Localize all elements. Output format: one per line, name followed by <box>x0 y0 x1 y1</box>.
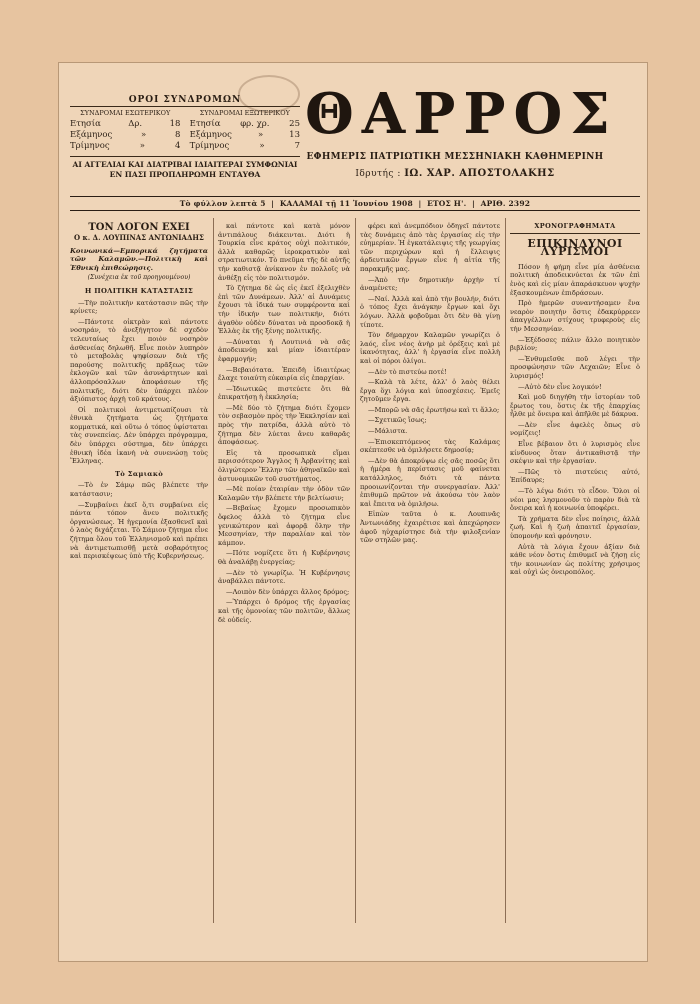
paragraph: —Τὸ λέγω διότι τὸ εἶδον. Ὅλοι οἱ νέοι μας λησμονοῦν τὸ παρὸν διὰ τὰ ὄνειρα καὶ ἡ κοινωνία ὑποφέρει. <box>510 487 640 513</box>
column-rule <box>213 218 214 923</box>
paragraph: —Τὸ ἐν Σάμῳ πῶς βλέπετε τὴν κατάστασιν; <box>70 481 208 499</box>
paragraph: Πρὸ ἡμερῶν συναντήσαμεν ἕνα νεαρὸν ποιητὴν ὅστις ἐδακρύρρεεν ἀπαγγέλλων στίχους τρυφεροὺς εἰς τὴν Μεσσηνίαν. <box>510 299 640 333</box>
paragraph: —Μάλιστα. <box>368 427 408 436</box>
founder-name: ΙΩ. ΧΑΡ. ΑΠΟΣΤΟΛΑΚΗΣ <box>404 168 555 179</box>
paragraph: Αὐτὰ τὰ λόγια ἔχουν ἀξίαν διὰ κάθε νέον ὅστις ἐπιθυμεῖ νὰ ζήσῃ εἰς τὴν κοινωνίαν ὡς πολίτης χρήσιμος καὶ οὐχὶ ὡς ὀνειροπόλος. <box>510 542 640 577</box>
paragraph: φέρει καὶ ἀνεμπόδιον ὁδηγεῖ πάντοτε τὰς δυνάμεις ἀπὸ τὰς ἐργασίας εἰς τὴν εὐημερίαν. Ἡ ἐγκατάλειψις τῆς γεωργίας τῶν περιχώρων καὶ ἡ ἔλλειψις ἀρδευτικῶν ἔργων εἶνε ἡ αἰτία τῆς παρακμῆς μας. <box>360 222 500 273</box>
chronicle-title: ΕΠΙΚΙΝΔΥΝΟΙ ΛΥΡΙΣΜΟΙ <box>527 236 623 259</box>
subscription-title: ΟΡΟΙ ΣΥΝΔΡΟΜΩΝ <box>70 95 300 107</box>
newspaper-title: ΘΑΡΡΟΣ <box>305 81 618 147</box>
paragraph: Εἰπὼν ταῦτα ὁ κ. Λουπινᾶς Ἀντωνιάδης ἐχαιρέτισε καὶ ἀπεχώρησεν ἀφοῦ ηὐχαρίστησε διὰ τὴν φιλοξενίαν τῶν στηλῶν μας. <box>360 510 500 545</box>
section-title: Η ΠΟΛΙΤΙΚΗ ΚΑΤΑΣΤΑΣΙΣ <box>84 286 194 295</box>
paragraph: Τὰ χρήματα δὲν εἶνε ποίησις, ἀλλὰ ζωή. Καὶ ἡ ζωὴ ἀπαιτεῖ ἐργασίαν, ὑπομονὴν καὶ φρόνησιν. <box>510 514 640 540</box>
rate-row: Τρίμηνος » 7 <box>189 140 300 151</box>
founder-label: Ιδρυτής : <box>355 169 401 179</box>
paragraph: —Αὐτὸ δὲν εἶνε λογικόν! <box>518 382 602 391</box>
paragraph: Καὶ μοῦ διηγήθη τὴν ἱστορίαν τοῦ ἔρωτος του, ὅστις ἐκ τῆς ἐπαρχίας ἦλθε μὲ ὄνειρα καὶ ἀπῆλθε μὲ δάκρυα. <box>510 393 640 419</box>
prepay-notice: ΕΝ ΠΑΣΙ ΠΡΟΠΛΗΡΩΜΗ ΕΝΤΑΥΘΑ <box>109 169 261 179</box>
paragraph: —Ἀπὸ τὴν δημοτικὴν ἀρχὴν τί ἀναμένετε; <box>360 275 500 293</box>
paragraph: —Μπορῶ νὰ σᾶς ἐρωτήσω καὶ τι ἄλλο; <box>368 405 500 414</box>
column-1 <box>70 222 208 922</box>
paragraph: —Ἐξέδοσες πάλιν ἄλλο ποιητικὸν βιβλίον; <box>510 335 640 353</box>
column-2 <box>218 222 350 922</box>
place-date: ΚΑΛΑΜΑΙ τῇ 11 Ἰουνίου 1908 <box>279 199 413 208</box>
paragraph: —Δύναται ἡ Λουτινιά νὰ σᾶς ἀποδεικνύῃ καὶ μίαν ἰδιαιτέραν ἐφαρμογήν; <box>218 337 350 363</box>
paragraph: Τὸν δήμαρχον Καλαμῶν γνωρίζει ὁ λαός, εἶνε νέος ἀνὴρ μὲ ὀρέξεις καὶ μὲ ἱκανότητας, ἀλλ' ἡ ἐργασία εἶνε πολλὴ καὶ οἱ πόροι ὀλίγοι. <box>360 331 500 365</box>
column-rule <box>355 218 356 923</box>
paragraph: —Συμβαίνει ἐκεῖ ὅ,τι συμβαίνει εἰς πάντα τόπον ἄνευ πολιτικῆς ὀργανώσεως. Ἡ ἡγεμονία ἐξασθενεῖ καὶ ὁ λαὸς διχάζεται. Τὸ Σάμιον ζήτημα εἶνε ζήτημα ὅλου τοῦ Ἑλληνισμοῦ καὶ πρέπει νὰ ἀντιμετωπισθῇ μετὰ σοβαρότητος καὶ περισκέψεως ὑπὸ τῆς Κυβερνήσεως. <box>70 500 208 561</box>
paragraph: —Ὑπάρχει ὁ δρόμος τῆς ἐργασίας καὶ τῆς ὁμονοίας τῶν πολιτῶν, ἄλλως δὲ οὐδείς. <box>218 598 350 624</box>
paragraph: —Δὲν τὸ πιστεύω ποτέ! <box>368 367 447 376</box>
paragraph: —Δὲν θὰ ἀποκρύψω εἰς σᾶς ποσῶς ὅτι ἡ ἡμέρα ἡ περίστασις μοῦ φαίνεται κατάλληλος, διότι τὰ πάντα προοιωνίζονται τὴν συνεργασίαν. Ἀλλ' ἐπιθυμῶ πρῶτον νὰ ἀκούσω τὸν λαὸν καὶ ἔπειτα νὰ ὁμιλήσω. <box>360 456 500 508</box>
paragraph: —Ναί. Ἀλλὰ καὶ ἀπὸ τὴν βουλήν, διότι ὁ τόπος ἔχει ἀνάγκην ἔργων καὶ ὄχι λόγων. Ἀλλὰ φοβοῦμαι ὅτι δὲν θὰ γίνῃ τίποτε. <box>360 294 500 329</box>
subscription-box <box>70 95 300 179</box>
paragraph: —Πάντοτε οἰκτρὰν καὶ πάντοτε νοσηράν, τὸ ἀνεξήγητον δὲ σχεδὸν τελευταίως ἔχει ποιὸν νοσηρὸν ἀσθενείας δηλωθῆ. Εἶνε ποιὸν λυπηρὸν τὸ μεταβολὰς ψηφίσεων διὰ τῆς παρούσης πολιτικῆς πρᾶξεως τῶν ἐκλογῶν καὶ τῶν ἀσυνάρτητων καὶ ἀλλοπρόσαλλων ἀποφάσεων τῆς πολιτικῆς, διότι δὲν ὑπάρχει πλέον ἀξιόπιστος ἀρχὴ τοῦ κράτους. <box>70 317 208 404</box>
paragraph: —Μὲ δύο τὸ ζήτημα διότι ἔχομεν τὸν σεβασμὸν πρὸς τὴν Ἑκκλησίαν καὶ πρὸς τὴν πατρίδα, ἀλλὰ αὐτὸ τὸ ζήτημα δὲν λύεται ἄνευ καθαρᾶς ἀποφάσεως. <box>218 403 350 447</box>
newspaper-subtitle: ΕΦΗΜΕΡΙΣ ΠΑΤΡΙΩΤΙΚΗ ΜΕΣΣΗΝΙΑΚΗ ΚΑΘΗΜΕΡΙΝΗ <box>306 152 604 162</box>
paragraph: —Πότε νομίζετε ὅτι ἡ Κυβέρνησις θὰ ἀναλάβῃ ἐνεργείας; <box>218 549 350 566</box>
paragraph: —Μὲ ποίαν ἑταιρίαν τὴν ὁδὸν τῶν Καλαμῶν τὴν βλέπετε τὴν βελτίωσιν; <box>218 485 350 502</box>
paragraph: —Λοιπὸν δὲν ὑπάρχει ἄλλος δρόμος; <box>226 587 350 596</box>
paragraph: —Καλὰ τὰ λέτε, ἀλλ' ὁ λαὸς θέλει ἔργα ὅχι λόγια καὶ ὑποσχέσεις. Ἐμεῖς ζητοῦμεν ἔργα. <box>360 378 500 404</box>
section-header: ΧΡΟΝΟΓΡΑΦΗΜΑΤΑ <box>510 222 640 234</box>
interior-rates <box>70 109 180 151</box>
paragraph: Εἶνε βέβαιον ὅτι ὁ λυρισμὸς εἶνε κίνδυνος ὅταν ἀντικαθιστᾷ τὴν σκέψιν καὶ τὴν ἐργασίαν. <box>510 440 640 466</box>
rate-row: Τρίμηνος » 4 <box>70 140 181 151</box>
paragraph: Εἰς τὰ προσωπικὰ εἴμαι περισσότερον Ἄγγλος ἢ Ἀρβανίτης καὶ ὁλιγώτερον Ἕλλην τῶν ἀθηναϊκῶν καὶ ἀστυνομικῶν τοῦ συστήματος. <box>218 448 350 483</box>
paragraph: —Βεβαίως ἔχομεν προσωπικὸν ὄφελος ἀλλὰ τὸ ζήτημα εἶνε γενικώτερον καὶ ἀφορᾷ ὅλην τὴν Μεσσηνίαν, τὴν παραλίαν καὶ τὸν κάμπον. <box>218 504 350 547</box>
exterior-head: ΣΥΝΔΡΟΜΑΙ ΕΞΩΤΕΡΙΚΟΥ <box>199 109 290 118</box>
paragraph: —Δὲν τὸ γνωρίζω. Ἡ Κυβέρνησις ἀναβάλλει πάντοτε. <box>218 568 350 586</box>
article-kicker: Κοινωνικά—Εμπορικά ζητήματα τῶν Καλαμῶν.—Πολιτικὴ καὶ Ἐθνικὴ ἐπιθεώρησις. <box>70 246 208 272</box>
paragraph: Τὸ ζήτημα δὲ ὡς εἰς ἐκεῖ ἐξελιχθὲν ἐπὶ τῶν Δυνάμεων. Ἀλλ' αἱ Δυνάμεις ἔχουσι τὰ ἰδικά των συμφέροντα καὶ τὴν ἰδικήν των πολιτικήν, διότι ἀγαθὸν οὐδὲν δύναται νὰ προσδοκᾷ ἡ Ἑλλὰς ἐκ τῆς ξένης πολιτικῆς. <box>218 284 350 336</box>
paragraph: —Ἐνθυμεῖσθε ποῦ λέγει τὴν προσφώνησιν τῶν Λεχαιῶν; Εἶνε ὁ λυρισμός! <box>510 354 640 380</box>
paragraph: —Ἰδιωτικῶς πιστεύετε ὅτι θὰ ἐπικρατήσῃ ἡ ἐκκλησία; <box>218 384 350 402</box>
founder-line <box>305 168 605 179</box>
paragraph: —Σχετικῶς ἴσως; <box>368 416 427 425</box>
paragraph: —Τὴν πολιτικὴν κατάστασιν πῶς τὴν κρίνετε; <box>70 298 208 316</box>
exterior-rates <box>190 109 300 151</box>
issue-number: ΑΡΙΘ. 2392 <box>480 199 531 208</box>
rate-row: Ετησία Δρ. 18 <box>70 119 181 130</box>
ads-notice: ΑΙ ΑΓΓΕΛΙΑΙ ΚΑΙ ΔΙΑΤΡΙΒΑΙ ΙΔΙΑΙΤΕΡΑΙ ΣΥΜΦΩΝΙΑΙ <box>70 156 300 169</box>
continuation-note: (Συνέχεια ἐκ τοῦ προηγουμένου) <box>87 274 191 282</box>
section-title: Τὸ Σαμιακὸ <box>114 469 164 478</box>
rate-row: Ετησία φρ. χρ. 25 <box>189 119 300 130</box>
column-3 <box>360 222 500 922</box>
paragraph: —Βεβαιότατα. Ἐπειδὴ ἰδιαιτέρως ἔλαχε τοιαύτη εὐκαιρία εἰς ἐπαρχίαν. <box>218 365 350 383</box>
price: Τὸ φύλλον λεπτὰ 5 <box>179 199 266 208</box>
rate-row: Εξάμηνος » 8 <box>70 130 181 140</box>
article-headline: ΤΟΝ ΛΟΓΟΝ ΕΧΕΙ <box>88 222 190 233</box>
article-byline: Ο κ. Δ. ΛΟΥΠΙΝΑΣ ΑΝΤΩΝΙΑΔΗΣ <box>74 233 204 242</box>
paragraph: Οἱ πολιτικοὶ ἀντιμετωπίζουσι τὰ ἐθνικὰ ζητήματα ὡς ζητήματα κομματικά, καὶ οὕτω ὁ τόπος ὑφίσταται τὰς συνεπείας. Δὲν ὑπάρχει πρόγραμμα, δὲν ὑπάρχει σύστημα, δὲν ὑπάρχει ἐθνικὴ ἰδέα ἱκανὴ νὰ συνενώσῃ τοὺς Ἕλληνας. <box>70 405 208 466</box>
paragraph: Πόσον ἡ φήμη εἶνε μία ἀσθένεια πολιτικὴ ἀποδεικνύεται ἐκ τῶν ἐπὶ ἑνὸς καὶ εἰς μίαν ἀπαράσκευον ψυχὴν ἐξασκουμένων ἐπιδράσεων. <box>510 262 640 297</box>
year: ΕΤΟΣ Η'. <box>427 199 467 208</box>
paragraph: —Πῶς τὸ πιστεύεις αὐτό, Ἐπίδαυρε; <box>510 467 640 485</box>
rate-row: Εξάμηνος » 13 <box>189 130 300 140</box>
interior-head: ΣΥΝΔΡΟΜΑΙ ΕΣΩΤΕΡΙΚΟΥ <box>80 109 171 118</box>
paragraph: καὶ πάντοτε καὶ κατὰ μόνον ἀντιπάλους διάκεινται. Διότι ἡ Τουρκία εἶνε κράτος οὐχὶ πολιτικόν, ἀλλὰ καθαρῶς ἱεροκρατικὸν καὶ στρατιωτικόν. Τὸ πνεῦμα τῆς δὲ αὐτῆς τὴν καθιστᾷ ἀνίκανον ἐν πολλοῖς νὰ ἀνθέξῃ εἰς τὸν πολιτισμόν. <box>218 222 350 282</box>
paragraph: —Δὲν εἶνε ἀφελὲς ὅπως σὺ νομίζεις! <box>510 420 640 438</box>
paragraph: —Ἐπισκεπτόμενος τὰς Καλάμας σκέπτεσθε νὰ ὁμιλήσετε δημοσίᾳ; <box>360 437 500 455</box>
dateline: Τὸ φύλλον λεπτὰ 5 | ΚΑΛΑΜΑΙ τῇ 11 Ἰουνίου 1908 | ΕΤΟΣ Η'. | ΑΡΙΘ. 2392 <box>70 196 640 211</box>
column-rule <box>505 218 506 923</box>
column-4 <box>510 222 640 922</box>
